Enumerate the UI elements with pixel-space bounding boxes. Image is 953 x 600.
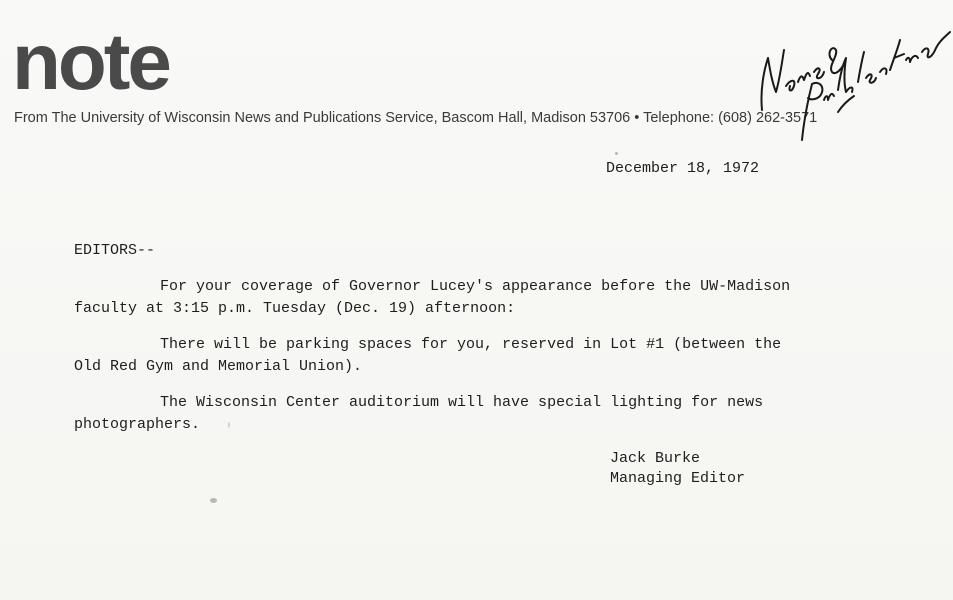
paragraph-2-line-2: Old Red Gym and Memorial Union). <box>74 358 363 375</box>
handwritten-annotation <box>740 0 952 150</box>
letterhead-address: From The University of Wisconsin News and Publications Service, Bascom Hall, Madison 53706 • Telephone: (608) 262-3571 <box>14 110 818 126</box>
paragraph-3-line-1: The Wisconsin Center auditorium will have special lighting for news <box>160 394 764 411</box>
salutation: EDITORS-- <box>74 242 156 259</box>
paper-speck <box>228 422 230 428</box>
paper-speck <box>615 152 618 155</box>
paragraph-3-line-2: photographers. <box>74 416 201 433</box>
signature-name: Jack Burke <box>610 450 701 467</box>
paragraph-1-line-1: For your coverage of Governor Lucey's appearance before the UW-Madison <box>160 278 791 295</box>
note-logo: note <box>12 17 169 106</box>
paragraph-1-line-2: faculty at 3:15 p.m. Tuesday (Dec. 19) afternoon: <box>74 300 516 317</box>
paragraph-2-line-1: There will be parking spaces for you, reserved in Lot #1 (between the <box>160 336 782 353</box>
signature-title: Managing Editor <box>610 470 746 487</box>
paper-speck <box>210 498 217 503</box>
memo-date: December 18, 1972 <box>606 160 760 177</box>
